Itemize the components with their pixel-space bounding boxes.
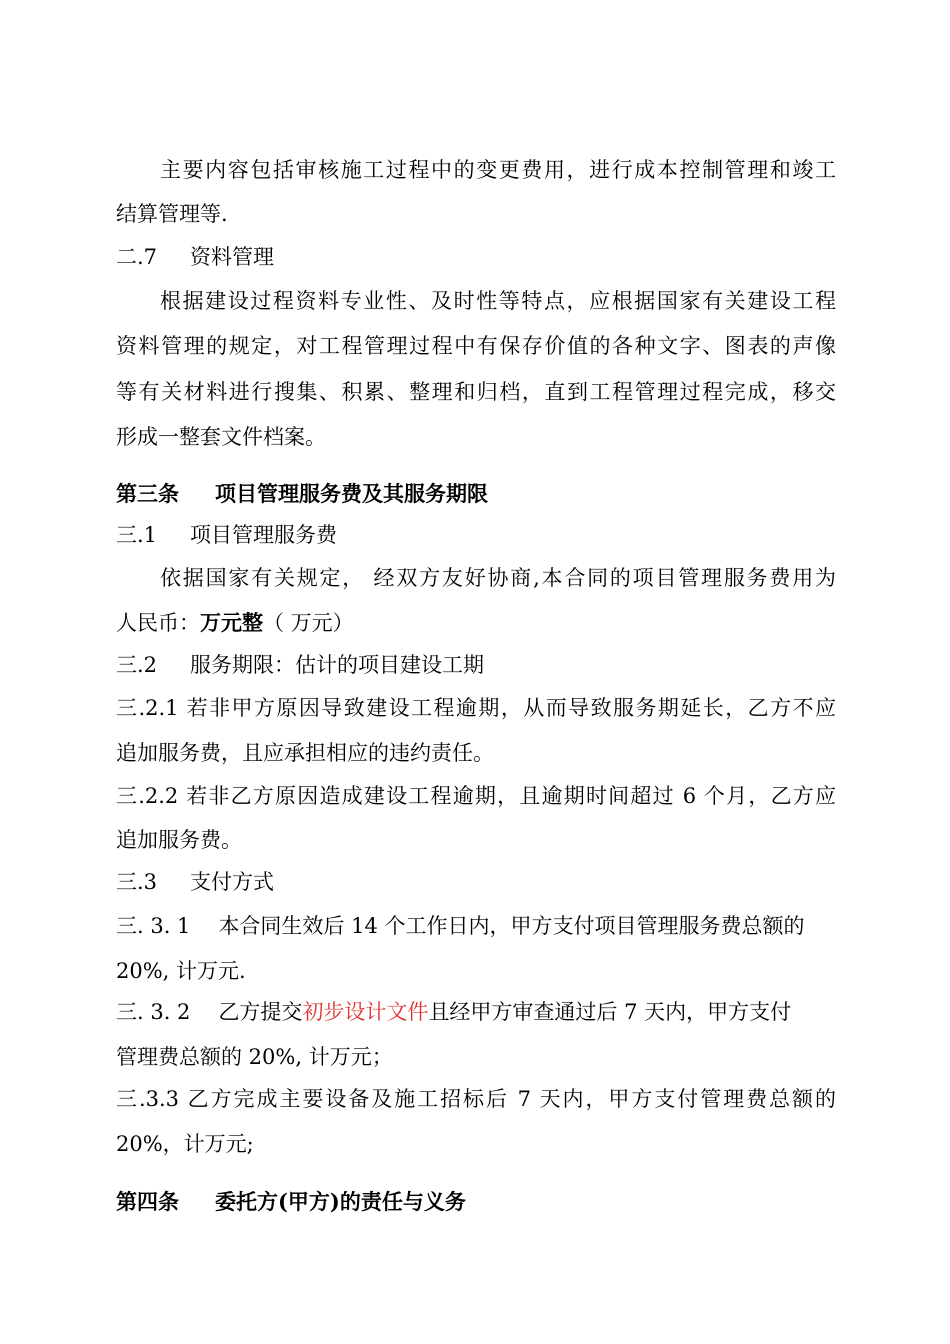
- section-title: 服务期限：估计的项目建设工期: [190, 653, 485, 677]
- paragraph-line: 等有关材料进行搜集、积累、整理和归档，直到工程管理过程完成，移交: [116, 380, 836, 404]
- article-heading-4: [116, 1188, 836, 1216]
- paragraph-line: [116, 998, 836, 1026]
- article-number: 第三条: [116, 481, 179, 506]
- section-number: 三.2: [116, 653, 158, 677]
- paragraph-line: 20%, 计万元.: [116, 959, 246, 983]
- clause-number: 三. 3. 1: [116, 914, 191, 938]
- article-title: 项目管理服务费及其服务期限: [215, 481, 488, 506]
- article-heading-3: [116, 480, 836, 508]
- text-span: （ 万元）: [263, 611, 354, 635]
- paragraph-line: 结算管理等.: [116, 202, 228, 226]
- paragraph-line: 追加服务费，且应承担相应的违约责任。: [116, 741, 494, 765]
- section-number: 二.7: [116, 245, 158, 269]
- paragraph-line: 20%，计万元;: [116, 1132, 254, 1156]
- section-heading-3-2: [116, 651, 836, 679]
- paragraph-line: 依据国家有关规定， 经双方友好协商,本合同的项目管理服务费用为: [160, 566, 836, 590]
- clause-text: 本合同生效后 14 个工作日内，甲方支付项目管理服务费总额的: [218, 914, 805, 938]
- paragraph-line: 管理费总额的 20%, 计万元；: [116, 1045, 393, 1069]
- paragraph-line: 形成一整套文件档案。: [116, 425, 326, 449]
- section-heading-2-7: [116, 243, 836, 271]
- clause-number: 三. 3. 2: [116, 1000, 191, 1024]
- clause-text: 乙方提交: [218, 1000, 303, 1024]
- paragraph-line: 追加服务费。: [116, 828, 242, 852]
- section-title: 支付方式: [190, 870, 275, 894]
- section-number: 三.3: [116, 870, 158, 894]
- highlighted-text: 初步设计文件: [302, 1000, 429, 1024]
- paragraph-line: [116, 609, 836, 637]
- section-heading-3-1: [116, 521, 836, 549]
- paragraph-line: 资料管理的规定，对工程管理过程中有保存价值的各种文字、图表的声像: [116, 334, 836, 358]
- article-number: 第四条: [116, 1189, 179, 1214]
- clause-text: 且经甲方审查通过后 7 天内，甲方支付: [428, 1000, 792, 1024]
- paragraph-line: [116, 912, 836, 940]
- article-title: 委托方(甲方)的责任与义务: [215, 1189, 466, 1214]
- text-span: 人民币：: [116, 611, 200, 635]
- amount-text: 万元整: [200, 610, 263, 635]
- paragraph-line: 三.2.2 若非乙方原因造成建设工程逾期，且逾期时间超过 6 个月，乙方应: [116, 784, 836, 808]
- section-title: 资料管理: [190, 245, 275, 269]
- paragraph-line: 三.3.3 乙方完成主要设备及施工招标后 7 天内，甲方支付管理费总额的: [116, 1087, 836, 1111]
- paragraph-line: 三.2.1 若非甲方原因导致建设工程逾期，从而导致服务期延长，乙方不应: [116, 696, 836, 720]
- section-heading-3-3: [116, 868, 836, 896]
- paragraph-line: 主要内容包括审核施工过程中的变更费用，进行成本控制管理和竣工: [160, 158, 836, 182]
- section-number: 三.1: [116, 523, 158, 547]
- paragraph-line: 根据建设过程资料专业性、及时性等特点，应根据国家有关建设工程: [160, 289, 836, 313]
- section-title: 项目管理服务费: [190, 523, 338, 547]
